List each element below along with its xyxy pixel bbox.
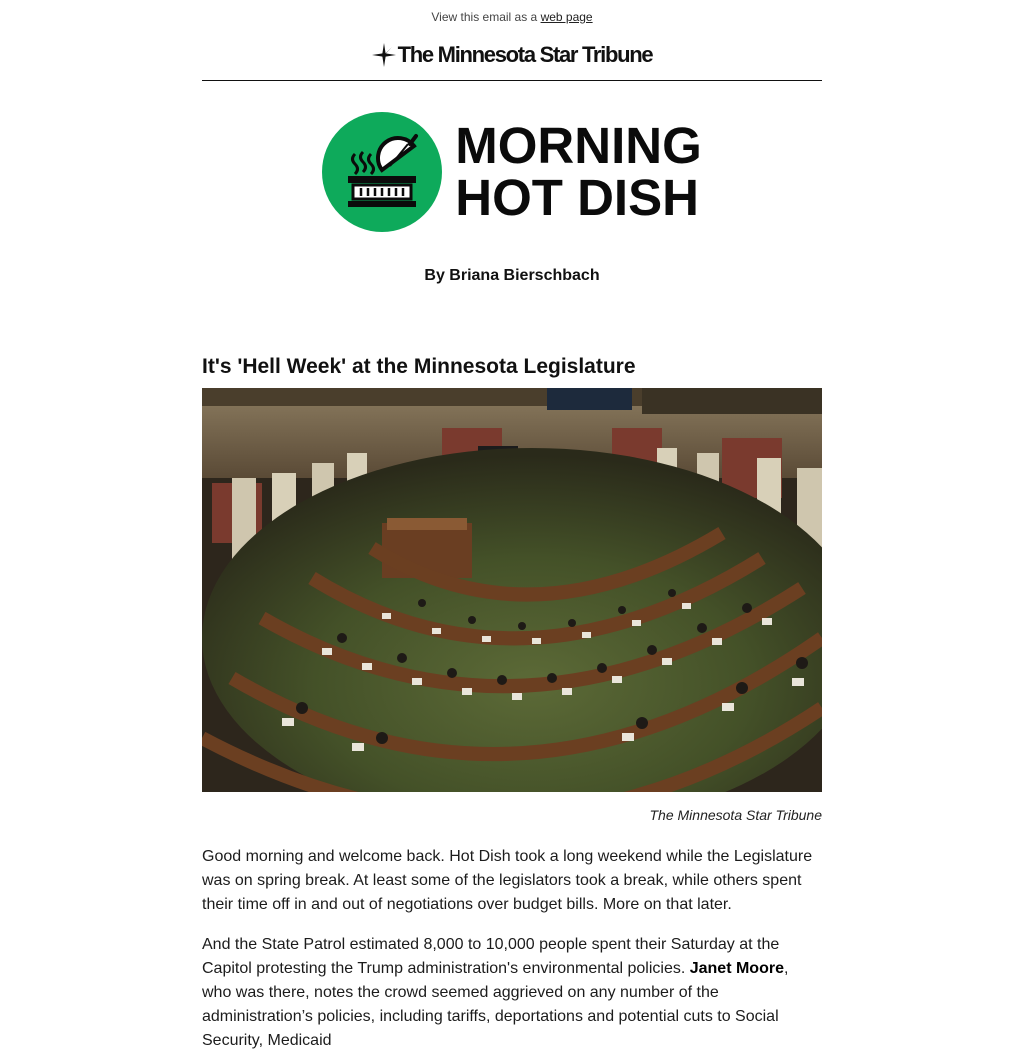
newsletter-title	[455, 117, 702, 226]
paragraph-2-rest: , who was there, notes the crowd seemed aggrieved on any number of the administration’s policies, including tariffs, deportations and potential cuts to Social Security, Medicaid	[202, 960, 789, 1049]
article-paragraph-2	[202, 933, 822, 1053]
newsletter-title-line1: MORNING	[455, 117, 702, 174]
byline: By Briana Bierschbach	[424, 267, 600, 284]
dish-icon	[322, 112, 442, 232]
paragraph-2-intro: And the State Patrol estimated 8,000 to 10,000 people spent their Saturday at the Capitol protesting the Trump administration's environmental policies.	[202, 936, 780, 977]
newsletter-logo	[202, 112, 822, 232]
preheader-text: View this email as a	[431, 10, 538, 24]
masthead-divider	[202, 80, 822, 81]
web-page-link[interactable]: web page	[540, 10, 593, 24]
article-headline[interactable]: It's 'Hell Week' at the Minnesota Legislature	[202, 355, 636, 378]
newsletter-title-line2: HOT DISH	[455, 169, 699, 226]
preheader	[202, 0, 822, 24]
masthead-brand: The Minnesota Star Tribune	[397, 42, 653, 67]
star-icon	[372, 43, 396, 67]
photo-credit: The Minnesota Star Tribune	[649, 807, 822, 823]
reporter-name: Janet Moore	[689, 960, 784, 977]
masthead[interactable]	[202, 40, 822, 70]
article-photo[interactable]	[202, 388, 822, 792]
hot-dish-logo-icon	[322, 112, 442, 232]
article-paragraph-1: Good morning and welcome back. Hot Dish took a long weekend while the Legislature was on spring break. At least some of the legislators took a break, while others spent their time off in and out of negotiations over budget bills. More on that later.	[202, 848, 813, 913]
email-container	[202, 0, 822, 1053]
